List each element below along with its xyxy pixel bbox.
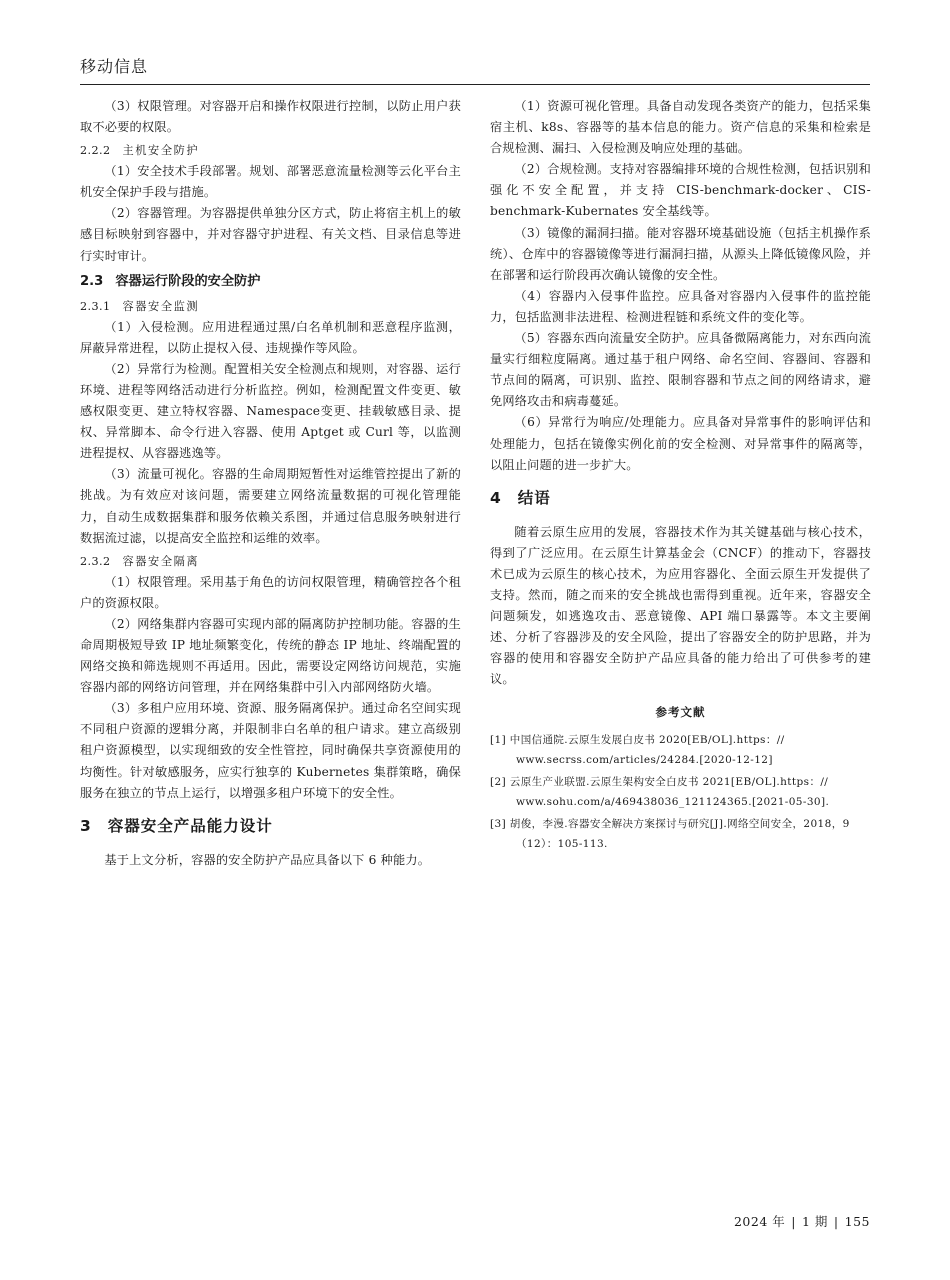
paragraph: （3）镜像的漏洞扫描。能对容器环境基础设施（包括主机操作系统）、仓库中的容器镜像等进行漏洞扫描，从源头上降低镜像风险，并在部署和运行阶段再次确认镜像的安全性。 bbox=[490, 225, 871, 282]
journal-title: 移动信息 bbox=[80, 57, 149, 76]
paragraph: （2）容器管理。为容器提供单独分区方式，防止将宿主机上的敏感目标映射到容器中，并对容器守护进程、有关文档、目录信息等进行实时审计。 bbox=[80, 206, 461, 263]
right-column bbox=[490, 96, 871, 856]
reference-item: [2] 云原生产业联盟.云原生架构安全白皮书 2021[EB/OL].https：// www.sohu.com/a/469438036_121124365.[2021-05-30]. bbox=[490, 776, 830, 809]
paragraph: （3）权限管理。对容器开启和操作权限进行控制，以防止用户获取不必要的权限。 bbox=[80, 99, 461, 135]
subsection-heading-2-2-2: 2.2.2 主机安全防护 bbox=[80, 144, 200, 158]
section-heading-4: 4 结语 bbox=[490, 488, 551, 507]
references-heading: 参考文献 bbox=[655, 705, 706, 720]
section-heading-3: 3 容器安全产品能力设计 bbox=[80, 816, 273, 835]
paragraph: （2）网络集群内容器可实现内部的隔离防护控制功能。容器的生命周期极短导致 IP 地址频繁变化，传统的静态 IP 地址、终端配置的网络交换和筛选规则不再适用。因此，需要设定网络访问规范，实施容器内部的网络访问管理，并在网络集群中引入内部网络防火墙。 bbox=[80, 616, 461, 695]
paragraph: （3）多租户应用环境、资源、服务隔离保护。通过命名空间实现不同租户资源的逻辑分离，并限制非白名单的租户请求。建立高级别租户资源模型，以实现细致的安全性管控，同时确保共享资源使用的均衡性。针对敏感服务，应实行独享的 Kubernetes 集群策略，确保服务在独立的节点上运行，以增强多租户环境下的安全性。 bbox=[80, 701, 461, 800]
paragraph: （5）容器东西向流量安全防护。应具备微隔离能力，对东西向流量实行细粒度隔离。通过基于租户网络、命名空间、容器间、容器和节点间的隔离，可识别、监控、限制容器和节点之间的网络请求，避免网络攻击和病毒蔓延。 bbox=[490, 331, 871, 409]
paragraph: （1）资源可视化管理。具备自动发现各类资产的能力，包括采集宿主机、k8s、容器等的基本信息的能力。资产信息的采集和检索是合规检测、漏扫、入侵检测及响应处理的基础。 bbox=[490, 99, 871, 156]
separator: | bbox=[791, 1214, 796, 1229]
paragraph: 随着云原生应用的发展，容器技术作为其关键基础与核心技术，得到了广泛应用。在云原生计算基金会（CNCF）的推动下，容器技术已成为云原生的核心技术，为应用容器化、全面云原生开发提供了支持。然而，随之而来的安全挑战也需得到重视。近年来，容器安全问题频发，如逃逸攻击、恶意镜像、API 端口暴露等。本文主要阐述、分析了容器涉及的安全风险，提出了容器安全的防护思路，并为容器的使用和容器安全防护产品应具备的能力给出了可供参考的建议。 bbox=[490, 524, 871, 687]
paragraph: （2）异常行为检测。配置相关安全检测点和规则，对容器、运行环境、进程等网络活动进行分析监控。例如，检测配置文件变更、敏感权限变更、建立特权容器、Namespace变更、挂载敏感目录、提权、异常脚本、命令行进入容器、使用 Aptget 或 Curl 等，以监测进程提权、从容器逃逸等。 bbox=[80, 361, 461, 461]
page-footer bbox=[734, 1212, 870, 1230]
paragraph: （1）入侵检测。应用进程通过黑/白名单机制和恶意程序监测，屏蔽异常进程，以防止提权入侵、违规操作等风险。 bbox=[80, 319, 461, 355]
issue-year: 2024 年 bbox=[733, 1214, 786, 1229]
paragraph: （3）流量可视化。容器的生命周期短暂性对运维管控提出了新的挑战。为有效应对该问题，需要建立网络流量数据的可视化管理能力，自动生成数据集群和服务依赖关系图，并通过信息服务映射进行数据流过滤，以提高安全监控和运维的效率。 bbox=[80, 467, 461, 545]
reference-item: [3] 胡俊，李漫.容器安全解决方案探讨与研究[J].网络空间安全，2018，9（12）：105-113. bbox=[490, 818, 850, 851]
paragraph: （1）权限管理。采用基于角色的访问权限管理，精确管控各个租户的资源权限。 bbox=[80, 574, 461, 610]
paragraph: （4）容器内入侵事件监控。应具备对容器内入侵事件的监控能力，包括监测非法进程、检测进程链和系统文件的变化等。 bbox=[490, 288, 871, 324]
subsection-heading-2-3-1: 2.3.1 容器安全监测 bbox=[80, 299, 200, 313]
page-number: 155 bbox=[844, 1214, 870, 1229]
section-heading-2-3: 2.3 容器运行阶段的安全防护 bbox=[80, 273, 261, 289]
left-column bbox=[80, 96, 461, 871]
subsection-heading-2-3-2: 2.3.2 容器安全隔离 bbox=[80, 554, 200, 568]
paragraph: 基于上文分析，容器的安全防护产品应具备以下 6 种能力。 bbox=[104, 852, 431, 867]
issue-number: 1 期 bbox=[801, 1214, 828, 1229]
paragraph: （6）异常行为响应/处理能力。应具备对异常事件的影响评估和处理能力，包括在镜像实例化前的安全检测、对异常事件的隔离等，以阻止问题的进一步扩大。 bbox=[490, 415, 871, 472]
paragraph: （1）安全技术手段部署。规划、部署恶意流量检测等云化平台主机安全保护手段与措施。 bbox=[80, 164, 461, 200]
page-header bbox=[80, 50, 870, 85]
separator: | bbox=[833, 1214, 839, 1229]
paragraph: （2）合规检测。支持对容器编排环境的合规性检测，包括识别和强化不安全配置，并支持 CIS-benchmark-docker、CIS-benchmark-Kubernates 安全基线等。 bbox=[490, 162, 871, 219]
reference-item: [1] 中国信通院.云原生发展白皮书 2020[EB/OL].https：// www.secrss.com/articles/24284.[2020-12-12] bbox=[490, 734, 785, 767]
